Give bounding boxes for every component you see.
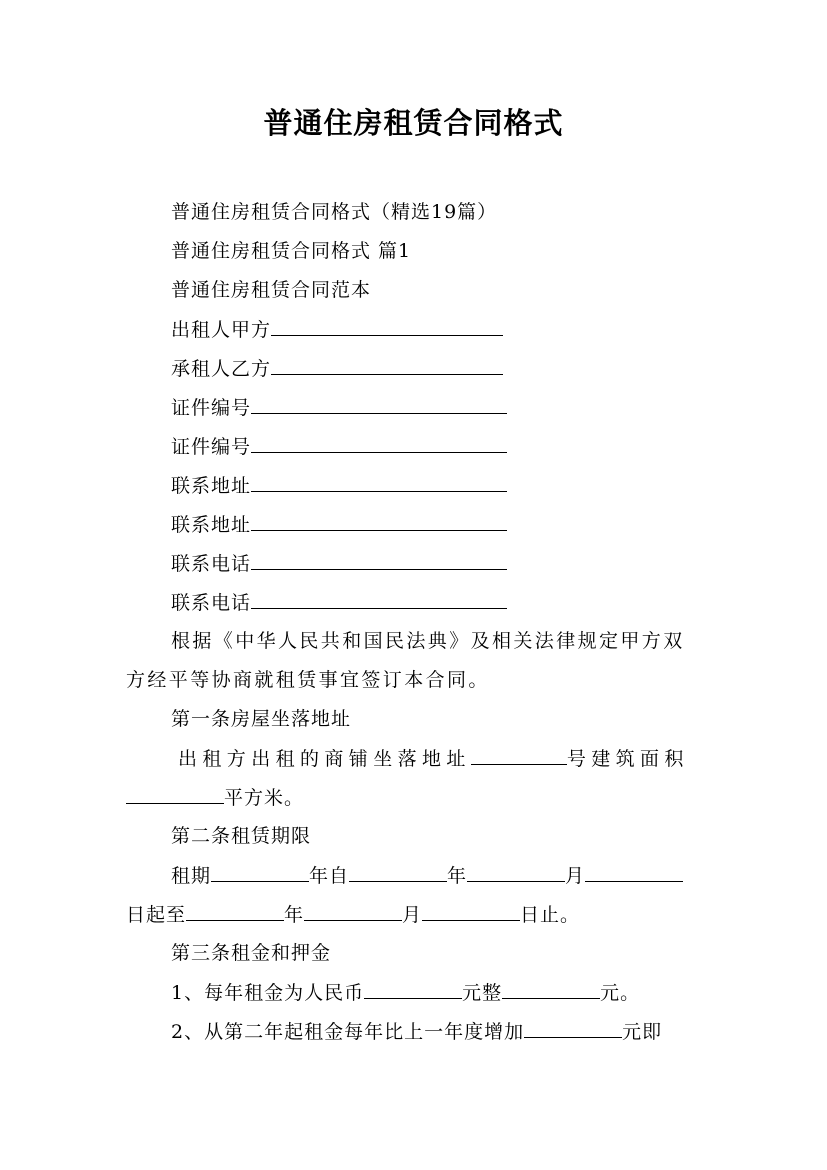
article-2-line-2 bbox=[126, 901, 580, 928]
id-number-blank bbox=[251, 394, 507, 414]
address-field bbox=[171, 472, 507, 499]
address-blank bbox=[471, 745, 567, 765]
rent-blank bbox=[364, 979, 462, 999]
lessor-blank bbox=[271, 316, 503, 336]
phone-blank bbox=[251, 550, 507, 570]
lessee-label: 承租人乙方 bbox=[171, 358, 272, 380]
phone-field bbox=[171, 550, 507, 577]
article-3-text: 2、从第二年起租金每年比上一年度增加 bbox=[171, 1021, 525, 1043]
article-2-text: 月 bbox=[402, 904, 423, 926]
year-blank bbox=[349, 862, 447, 882]
lessor-field bbox=[171, 316, 503, 343]
id-number-label: 证件编号 bbox=[171, 397, 252, 419]
phone-blank bbox=[251, 589, 507, 609]
day-blank bbox=[585, 862, 683, 882]
article-2-text: 月 bbox=[565, 865, 586, 887]
month-blank bbox=[304, 901, 402, 921]
contract-name: 普通住房租赁合同范本 bbox=[171, 279, 372, 301]
article-2-text: 年 bbox=[447, 865, 468, 887]
article-2-text: 租期 bbox=[171, 865, 212, 887]
article-3-text: 元即 bbox=[622, 1021, 663, 1043]
day-blank bbox=[422, 901, 520, 921]
article-2-text: 日起至 bbox=[126, 904, 187, 926]
article-3-text: 元整 bbox=[462, 982, 503, 1004]
id-number-label: 证件编号 bbox=[171, 436, 252, 458]
address-blank bbox=[251, 472, 507, 492]
lessor-label: 出租人甲方 bbox=[171, 319, 272, 341]
article-2-text: 年自 bbox=[309, 865, 350, 887]
phone-field bbox=[171, 589, 507, 616]
document-subtitle: 普通住房租赁合同格式（精选19篇） bbox=[171, 201, 498, 223]
article-1-text: 平方米。 bbox=[224, 787, 305, 809]
article-2-line-1 bbox=[171, 862, 683, 889]
address-blank bbox=[251, 511, 507, 531]
id-number-blank bbox=[251, 433, 507, 453]
address-label: 联系地址 bbox=[171, 514, 252, 536]
lessee-blank bbox=[271, 355, 503, 375]
address-field bbox=[171, 511, 507, 538]
preamble-line-1: 根据《中华人民共和国民法典》及相关法律规定甲方双 bbox=[171, 630, 685, 652]
article-3-text: 元。 bbox=[600, 982, 641, 1004]
article-1-heading: 第一条房屋坐落地址 bbox=[171, 708, 352, 730]
increase-blank bbox=[524, 1018, 622, 1038]
preamble-line-2: 方经平等协商就租赁事宜签订本合同。 bbox=[126, 669, 490, 691]
rent-amount-blank bbox=[502, 979, 600, 999]
article-1-line-1 bbox=[178, 745, 703, 772]
article-3-item-1 bbox=[171, 979, 640, 1006]
address-label: 联系地址 bbox=[171, 475, 252, 497]
id-number-field bbox=[171, 433, 507, 460]
article-2-text: 日止。 bbox=[520, 904, 581, 926]
id-number-field bbox=[171, 394, 507, 421]
phone-label: 联系电话 bbox=[171, 592, 252, 614]
article-3-text: 1、每年租金为人民币 bbox=[171, 982, 365, 1004]
section-heading: 普通住房租赁合同格式 篇1 bbox=[171, 240, 412, 262]
document-title: 普通住房租赁合同格式 bbox=[263, 106, 564, 140]
area-blank bbox=[126, 784, 224, 804]
article-1-text: 出租方出租的商铺坐落地址 bbox=[178, 748, 471, 770]
month-blank bbox=[467, 862, 565, 882]
article-3-heading: 第三条租金和押金 bbox=[171, 942, 332, 964]
year-blank bbox=[186, 901, 284, 921]
article-3-item-2 bbox=[171, 1018, 662, 1045]
lessee-field bbox=[171, 355, 503, 382]
years-blank bbox=[211, 862, 309, 882]
article-1-line-2 bbox=[126, 784, 304, 811]
article-2-heading: 第二条租赁期限 bbox=[171, 825, 312, 847]
phone-label: 联系电话 bbox=[171, 553, 252, 575]
article-2-text: 年 bbox=[284, 904, 305, 926]
article-1-text: 号建筑面积 bbox=[566, 748, 689, 770]
